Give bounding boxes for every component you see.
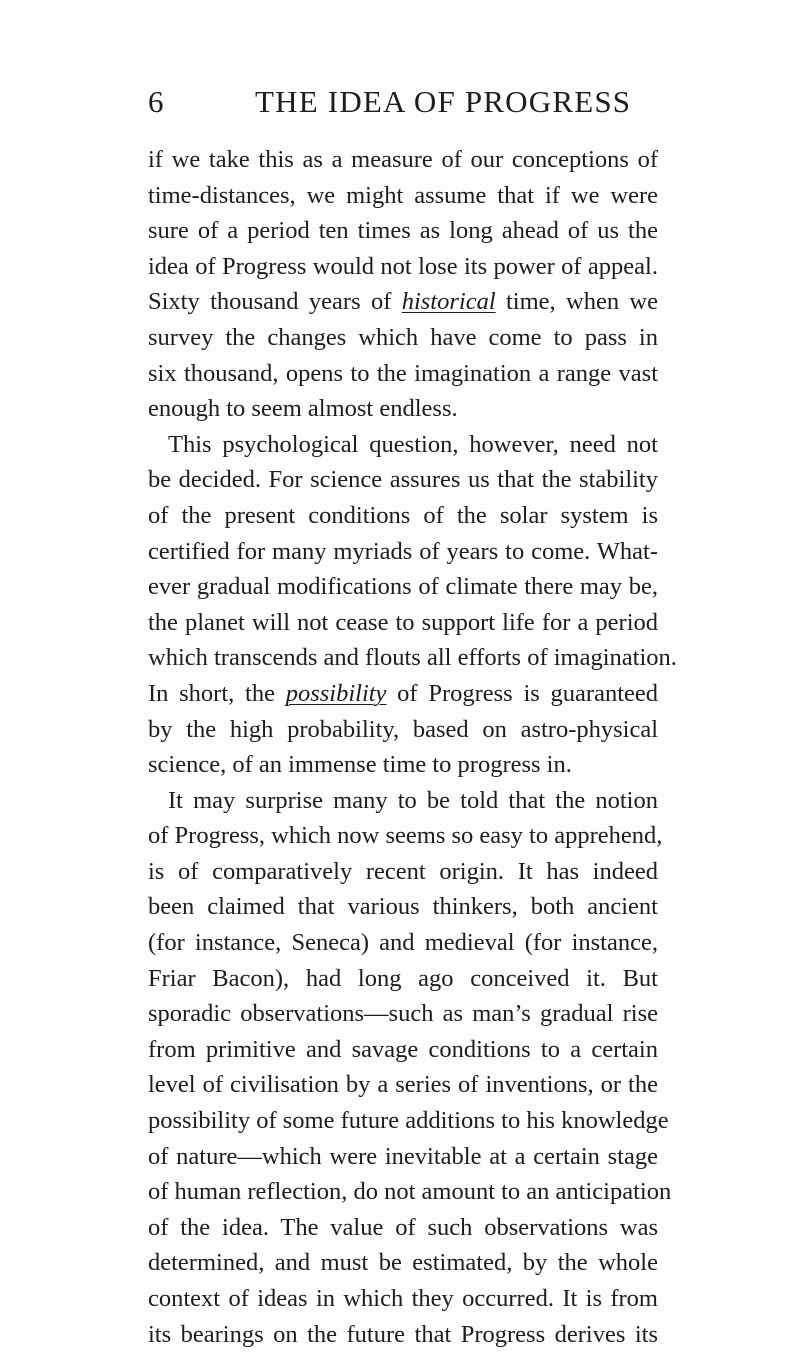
- text-line: sure of a period ten times as long ahead of us the: [148, 217, 658, 245]
- text-line: six thousand, opens to the imagination a range vast: [148, 359, 658, 387]
- text-line: context of ideas in which they occurred. It is from: [148, 1285, 658, 1312]
- text-line: determined, and must be estimated, by the whole: [148, 1249, 658, 1277]
- page-number: 6: [148, 84, 165, 119]
- text-line: by the high probability, based on astro-physical: [148, 715, 658, 743]
- running-head: [148, 84, 658, 128]
- text-line: of Progress, which now seems so easy to apprehend,: [148, 822, 663, 850]
- text-line: sporadic observations—such as man’s gradual rise: [148, 1000, 658, 1028]
- text-line: of the present conditions of the solar system is: [148, 501, 658, 529]
- paragraph-start-line: This psychological question, however, need not: [168, 430, 658, 458]
- text-line: its bearings on the future that Progress derives its: [148, 1320, 658, 1348]
- text-segment: of Progress is guaranteed: [386, 679, 659, 707]
- text-line: of nature—which were inevitable at a certain stage: [148, 1142, 658, 1170]
- text-line: enough to seem almost endless.: [148, 395, 458, 423]
- text-line: time-distances, we might assume that if we were: [148, 181, 658, 209]
- running-title: THE IDEA OF PROGRESS: [255, 84, 632, 119]
- text-line: science, of an immense time to progress in.: [148, 751, 572, 779]
- body-text: [148, 142, 677, 1352]
- text-segment: In short, the: [148, 679, 286, 707]
- text-line: possibility of some future additions to his knowledge: [148, 1107, 669, 1135]
- emphasized-word: historical: [401, 288, 496, 316]
- text-line: the planet will not cease to support life for a period: [148, 608, 658, 636]
- text-line: (for instance, Seneca) and medieval (for instance,: [148, 929, 658, 957]
- text-line: from primitive and savage conditions to a certain: [148, 1035, 658, 1063]
- text-line: Friar Bacon), had long ago conceived it. But: [148, 964, 658, 992]
- text-line: of the idea. The value of such observations was: [148, 1213, 658, 1241]
- text-line: [148, 676, 658, 712]
- text-line: is of comparatively recent origin. It has indeed: [148, 857, 658, 885]
- text-line: which transcends and flouts all efforts of imagination.: [148, 644, 677, 672]
- emphasized-word: possibility: [285, 679, 387, 707]
- text-segment: time, when we: [495, 288, 658, 316]
- text-line: idea of Progress would not lose its power of appeal.: [148, 252, 658, 280]
- text-line: be decided. For science assures us that the stability: [148, 466, 658, 494]
- text-line: if we take this as a measure of our conceptions of: [148, 146, 658, 173]
- text-line: ever gradual modifications of climate there may be,: [148, 573, 658, 601]
- paragraph-start-line: It may surprise many to be told that the notion: [168, 786, 658, 814]
- text-segment: Sixty thousand years of: [148, 288, 402, 316]
- text-line: [148, 284, 658, 320]
- text-line: level of civilisation by a series of inventions, or the: [148, 1071, 658, 1099]
- text-line: of human reflection, do not amount to an anticipation: [148, 1178, 672, 1206]
- text-line: survey the changes which have come to pass in: [148, 323, 658, 351]
- text-line: certified for many myriads of years to come. What-: [148, 537, 658, 565]
- text-line: been claimed that various thinkers, both ancient: [148, 893, 658, 921]
